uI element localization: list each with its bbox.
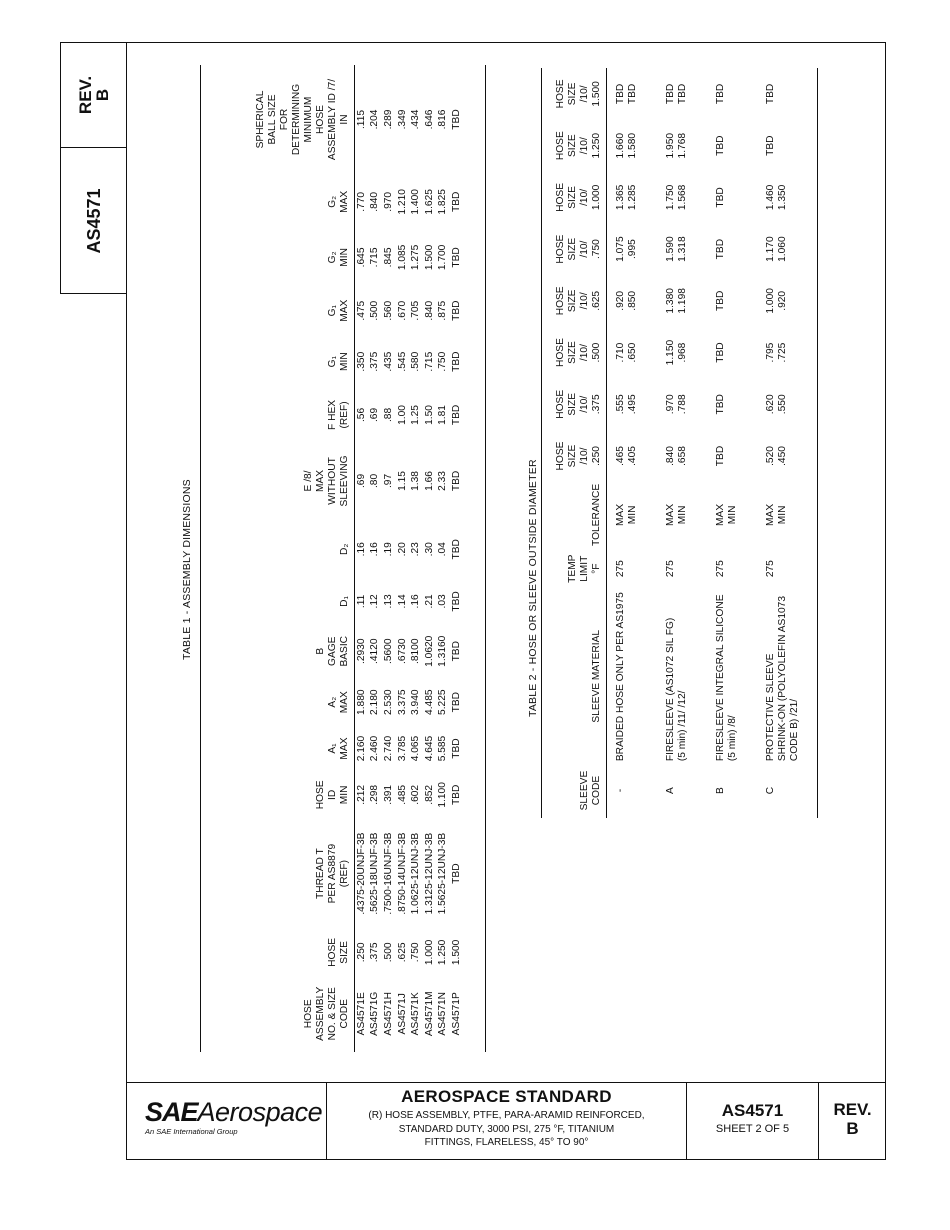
table-cell: 4.065 — [410, 735, 422, 762]
doc-number-cell — [687, 1083, 819, 1160]
table-cell: 1.500 — [423, 244, 435, 271]
table-cell: 1.5625-12UNJ-3B — [437, 832, 449, 915]
table-cell: 1.0625-12UNJ-3B — [410, 832, 422, 915]
table-cell: .485 — [396, 784, 408, 805]
table-cell: 1.50 — [423, 405, 435, 425]
table-cell: .4375-20UNJF-3B — [355, 832, 367, 915]
table-cell: 275 — [715, 560, 726, 578]
table-cell: .23 — [410, 542, 422, 557]
t1-h-hose-size: HOSE SIZE — [255, 929, 355, 975]
table-cell: .04 — [437, 542, 449, 557]
table-cell: TBD — [450, 470, 462, 492]
table-row — [757, 68, 807, 818]
table-row — [355, 65, 369, 1052]
table-cell: TBD — [715, 394, 726, 415]
table-cell: TBD TBD — [615, 83, 638, 105]
table-cell: .816 — [437, 109, 449, 130]
table-cell: 1.3160 — [437, 635, 449, 667]
table-cell: .500 — [382, 942, 394, 963]
table-cell: AS4571E — [355, 992, 367, 1036]
table-cell: .30 — [423, 542, 435, 557]
table-cell: .750 — [437, 351, 449, 372]
table-cell: TBD — [450, 784, 462, 806]
t2-h-sleeve-code: SLEEVE CODE — [555, 763, 607, 818]
table-cell: .840 — [369, 191, 381, 212]
table-cell: 3.940 — [410, 689, 422, 715]
table-cell: AS4571N — [437, 991, 449, 1036]
table-cell: AS4571J — [396, 993, 408, 1035]
table-cell: .875 — [437, 300, 449, 321]
table-row — [382, 65, 396, 1052]
table-cell: 4.485 — [423, 689, 435, 715]
table-cell: .375 — [369, 351, 381, 372]
t2-h-size-625: HOSE SIZE /10/ .625 — [555, 275, 607, 327]
revision: REV. B — [833, 1100, 872, 1138]
table-cell: TBD — [715, 187, 726, 208]
table-cell: BRAIDED HOSE ONLY PER AS1975 — [615, 592, 626, 762]
t1-h-g2-min: G₂ MIN — [255, 230, 355, 286]
table-cell: .16 — [355, 542, 367, 557]
table-cell: .21 — [423, 594, 435, 609]
table-cell: .16 — [369, 542, 381, 557]
table-cell: 1.0620 — [423, 635, 435, 667]
table2-bottom-rule — [817, 68, 818, 818]
table2-top-rule — [541, 68, 542, 818]
t2-h-material: SLEEVE MATERIAL — [555, 589, 607, 763]
table-cell: TBD — [450, 591, 462, 612]
table-cell: 1.400 — [410, 189, 422, 215]
table-cell: TBD — [715, 445, 726, 467]
table-cell: AS4571H — [382, 991, 394, 1036]
table-cell: 1.380 1.198 — [665, 288, 688, 314]
table-cell: AS4571K — [410, 992, 422, 1036]
table-cell: TBD — [450, 351, 462, 372]
table-cell: 1.000 .920 — [765, 288, 788, 314]
description-line: FITTINGS, FLARELESS, 45° TO 90° — [424, 1137, 589, 1148]
table-cell: 2.160 — [355, 735, 367, 762]
table-cell: .645 — [355, 247, 367, 268]
table-cell: TBD — [450, 404, 462, 426]
table-cell: TBD TBD — [665, 83, 688, 105]
table-cell: .212 — [355, 784, 367, 805]
table-cell: 1.825 — [437, 189, 449, 215]
table-cell: TBD — [450, 247, 462, 268]
hose-sleeve-od-table — [555, 68, 807, 818]
t1-h-d2: D₂ — [255, 519, 355, 579]
table1-caption: TABLE 1 - ASSEMBLY DIMENSIONS — [181, 479, 193, 660]
logo-sae: SAE — [145, 1097, 198, 1127]
t1-h-g1-max: G₁ MAX — [255, 285, 355, 336]
table-cell: .14 — [396, 594, 408, 609]
table-row — [707, 68, 757, 818]
table-cell: .8100 — [410, 638, 422, 664]
table-cell: 1.950 1.768 — [665, 132, 688, 159]
table-cell: .8750-14UNJF-3B — [396, 832, 408, 915]
table-cell: .11 — [355, 594, 367, 609]
table-cell: 2.530 — [382, 689, 394, 715]
table2-caption: TABLE 2 - HOSE OR SLEEVE OUTSIDE DIAMETER — [527, 459, 539, 717]
table-cell: .795 .725 — [765, 342, 788, 363]
t1-h-hose-id: HOSE ID MIN — [255, 772, 355, 818]
t2-h-size-375: HOSE SIZE /10/ .375 — [555, 378, 607, 430]
t2-h-tolerance: TOLERANCE — [555, 482, 607, 548]
table-cell: .19 — [382, 542, 394, 557]
table1-top-rule — [200, 65, 201, 1052]
table-cell: 1.15 — [396, 471, 408, 491]
table-cell: .970 .788 — [665, 394, 688, 415]
t1-h-thread: THREAD T PER AS8879 (REF) — [255, 818, 355, 929]
table-cell: .2930 — [355, 638, 367, 664]
description-line: (R) HOSE ASSEMBLY, PTFE, PARA-ARAMID REINFORCED, — [368, 1110, 645, 1121]
table-cell: .250 — [355, 942, 367, 963]
table-cell: 1.700 — [437, 244, 449, 271]
t1-h-f: F HEX (REF) — [255, 387, 355, 443]
table-cell: .13 — [382, 594, 394, 609]
table-cell: .298 — [369, 784, 381, 805]
table-cell: .625 — [396, 942, 408, 963]
table-cell: .620 .550 — [765, 394, 788, 415]
corner-rev: REV. B — [76, 75, 112, 115]
t2-h-temp: TEMP LIMIT °F — [555, 548, 607, 589]
table-cell: MAX MIN — [765, 503, 788, 526]
table-cell: .852 — [423, 784, 435, 805]
table-cell: .710 .650 — [615, 342, 638, 363]
table-cell: .03 — [437, 594, 449, 609]
title-cell — [327, 1083, 687, 1160]
table-cell: 5.225 — [437, 689, 449, 715]
table-cell: .602 — [410, 784, 422, 805]
table1-bottom-rule — [485, 65, 486, 1052]
t1-h-g2-max: G₂ MAX — [255, 174, 355, 230]
table-cell: 1.880 — [355, 689, 367, 715]
table-cell: 1.00 — [396, 405, 408, 425]
table-row — [396, 65, 410, 1052]
table-cell: AS4571M — [423, 991, 435, 1037]
table-row — [437, 65, 451, 1052]
t1-h-ball: SPHERICAL BALL SIZE FOR DETERMINING MINIMUM HOSE ASSEMBLY ID /7/ IN — [255, 65, 355, 174]
table-cell: TBD — [715, 290, 726, 312]
table-cell: 1.085 — [396, 244, 408, 271]
table-cell: .80 — [369, 473, 381, 489]
table-row — [369, 65, 383, 1052]
table-cell: B — [715, 787, 726, 794]
table-cell: .350 — [355, 351, 367, 372]
table-cell: .391 — [382, 784, 394, 805]
corner-divider — [61, 147, 126, 148]
table-cell: .5625-18UNJF-3B — [369, 832, 381, 915]
table-cell: 1.150 .968 — [665, 339, 688, 366]
table-cell: 1.365 1.285 — [615, 184, 638, 211]
table-cell: .16 — [410, 594, 422, 609]
table-cell: .69 — [355, 473, 367, 489]
t2-h-size-1500: HOSE SIZE /10/ 1.500 — [555, 68, 607, 120]
table-cell: 1.170 1.060 — [765, 236, 788, 262]
table-cell: .560 — [382, 300, 394, 321]
table-cell: 1.625 — [423, 189, 435, 215]
table-cell: .845 — [382, 247, 394, 268]
t1-h-assembly: HOSE ASSEMBLY NO. & SIZE CODE — [255, 976, 355, 1052]
table-cell: .6730 — [396, 638, 408, 664]
table-cell: 2.740 — [382, 735, 394, 762]
table-cell: .840 — [423, 300, 435, 321]
table-cell: FIRESLEEVE (AS1072 SIL FG) (5 min) /11/ /12/ — [665, 617, 688, 762]
table-cell: 1.500 — [450, 939, 462, 966]
table-cell: .204 — [369, 109, 381, 130]
table-cell: FIRESLEEVE INTEGRAL SILICONE (5 min) /8/ — [715, 594, 738, 762]
table-cell: .97 — [382, 473, 394, 489]
table-cell: 1.000 — [423, 939, 435, 966]
table-cell: .12 — [369, 594, 381, 609]
table-cell: MAX MIN — [615, 503, 638, 526]
t2-h-size-1000: HOSE SIZE /10/ 1.000 — [555, 172, 607, 224]
t1-h-a2: A₂ MAX — [255, 679, 355, 725]
table-cell: MAX MIN — [715, 503, 738, 526]
corner-doc-number: AS4571 — [84, 188, 104, 254]
table-cell: .88 — [382, 407, 394, 423]
table-cell: TBD — [450, 692, 462, 713]
table-cell: 1.590 1.318 — [665, 236, 688, 262]
table2-header-row — [555, 68, 607, 818]
t1-h-d1: D₁ — [255, 579, 355, 623]
table-cell: .750 — [410, 942, 422, 963]
corner-id-box — [60, 42, 126, 294]
table-cell: - — [615, 788, 626, 793]
table-cell: 2.180 — [369, 689, 381, 715]
table-cell: .349 — [396, 109, 408, 130]
table-cell: 1.100 — [437, 782, 449, 808]
table-cell: .500 — [369, 300, 381, 321]
table-cell: .970 — [382, 191, 394, 212]
table-cell: .670 — [396, 300, 408, 321]
t1-h-b: B GAGE BASIC — [255, 623, 355, 679]
table-cell: 275 — [765, 560, 776, 578]
table-cell: TBD — [765, 135, 776, 156]
table1-header-row — [255, 65, 355, 1052]
standard-description — [327, 1109, 686, 1150]
table-cell: .20 — [396, 542, 408, 557]
logo-subtitle: An SAE International Group — [145, 1127, 238, 1136]
t2-h-size-1250: HOSE SIZE /10/ 1.250 — [555, 120, 607, 172]
table-cell: TBD — [450, 738, 462, 759]
table-cell: TBD — [450, 863, 462, 884]
sae-aerospace-logo — [145, 1097, 322, 1128]
table-cell: 5.585 — [437, 735, 449, 762]
table-cell: 1.275 — [410, 244, 422, 271]
table-cell: .434 — [410, 109, 422, 130]
table-cell: 2.460 — [369, 735, 381, 762]
table-row — [657, 68, 707, 818]
revision-cell — [819, 1083, 886, 1160]
table-cell: TBD — [450, 539, 462, 560]
table-cell: C — [765, 786, 776, 795]
table-cell: .545 — [396, 351, 408, 372]
t1-h-g1-min: G₁ MIN — [255, 336, 355, 387]
t1-h-a1: A₁ MAX — [255, 725, 355, 771]
table-cell: 1.25 — [410, 405, 422, 425]
table-cell: 4.645 — [423, 735, 435, 762]
table-cell: .475 — [355, 300, 367, 321]
t2-h-size-250: HOSE SIZE /10/ .250 — [555, 430, 607, 482]
table-cell: 1.66 — [423, 471, 435, 491]
table-cell: TBD — [450, 641, 462, 662]
table-cell: TBD — [715, 238, 726, 260]
table-cell: .715 — [423, 351, 435, 372]
assembly-dimensions-table — [255, 65, 464, 1052]
table-cell: .289 — [382, 109, 394, 130]
table-cell: TBD — [715, 135, 726, 156]
table-cell: TBD — [715, 342, 726, 363]
sheet-number: SHEET 2 OF 5 — [715, 1123, 790, 1135]
table-cell: AS4571G — [369, 991, 381, 1036]
table-cell: 1.750 1.568 — [665, 184, 688, 211]
table-cell: MAX MIN — [665, 503, 688, 526]
table-cell: .840 .658 — [665, 446, 688, 466]
table-cell: 1.3125-12UNJ-3B — [423, 832, 435, 915]
table-cell: .375 — [369, 942, 381, 963]
table-row — [423, 65, 437, 1052]
table-cell: .646 — [423, 109, 435, 130]
table-cell: .69 — [369, 407, 381, 423]
table-row — [607, 68, 658, 818]
t2-h-size-750: HOSE SIZE /10/ .750 — [555, 223, 607, 275]
table-cell: 2.33 — [437, 471, 449, 491]
table-cell: 3.375 — [396, 689, 408, 715]
table-cell: 1.460 1.350 — [765, 184, 788, 211]
table-cell: TBD — [715, 83, 726, 105]
table-cell: 3.785 — [396, 735, 408, 762]
table-cell: 1.660 1.580 — [615, 132, 638, 159]
table-cell: .5600 — [382, 638, 394, 664]
table-cell: .4120 — [369, 638, 381, 664]
table-cell: .920 .850 — [615, 290, 638, 311]
table-cell: .115 — [355, 109, 367, 130]
table-cell: .580 — [410, 351, 422, 372]
table-cell: TBD — [765, 83, 776, 105]
table-cell: 1.075 .995 — [615, 236, 638, 262]
table-cell: .520 .450 — [765, 446, 788, 466]
table-cell: .705 — [410, 300, 422, 321]
logo-aerospace: Aerospace — [197, 1097, 323, 1127]
table-cell: .465 .405 — [615, 446, 638, 466]
table-cell: PROTECTIVE SLEEVE SHRINK-ON (POLYOLEFIN AS1073 CODE B) /21/ — [765, 596, 800, 762]
table-cell: .770 — [355, 191, 367, 212]
table-cell: TBD — [450, 300, 462, 321]
document-number: AS4571 — [721, 1101, 784, 1120]
table-cell: .435 — [382, 351, 394, 372]
table-cell: 1.81 — [437, 405, 449, 425]
table-cell: 1.250 — [437, 939, 449, 966]
sae-logo-cell — [126, 1083, 327, 1160]
title-block — [126, 1082, 886, 1160]
t1-h-e: E /8/ MAX WITHOUT SLEEVING — [255, 443, 355, 519]
table-cell: 1.210 — [396, 189, 408, 215]
rotated-content — [181, 60, 865, 1052]
table-cell: .715 — [369, 247, 381, 268]
standard-title: AEROSPACE STANDARD — [401, 1087, 612, 1106]
table-cell: TBD — [450, 109, 462, 130]
table-row — [450, 65, 464, 1052]
table-cell: 275 — [615, 560, 626, 578]
table-cell: TBD — [450, 191, 462, 212]
description-line: STANDARD DUTY, 3000 PSI, 275 °F, TITANIUM — [398, 1123, 615, 1135]
table-cell: .56 — [355, 407, 367, 423]
table-cell: .555 .495 — [615, 394, 638, 415]
table-cell: A — [665, 787, 676, 794]
table-cell: 1.38 — [410, 471, 422, 491]
table-cell: .7500-16UNJF-3B — [382, 832, 394, 915]
t2-h-size-500: HOSE SIZE /10/ .500 — [555, 327, 607, 379]
table-cell: 275 — [665, 560, 676, 578]
table-row — [409, 65, 423, 1052]
table-cell: AS4571P — [450, 992, 462, 1036]
